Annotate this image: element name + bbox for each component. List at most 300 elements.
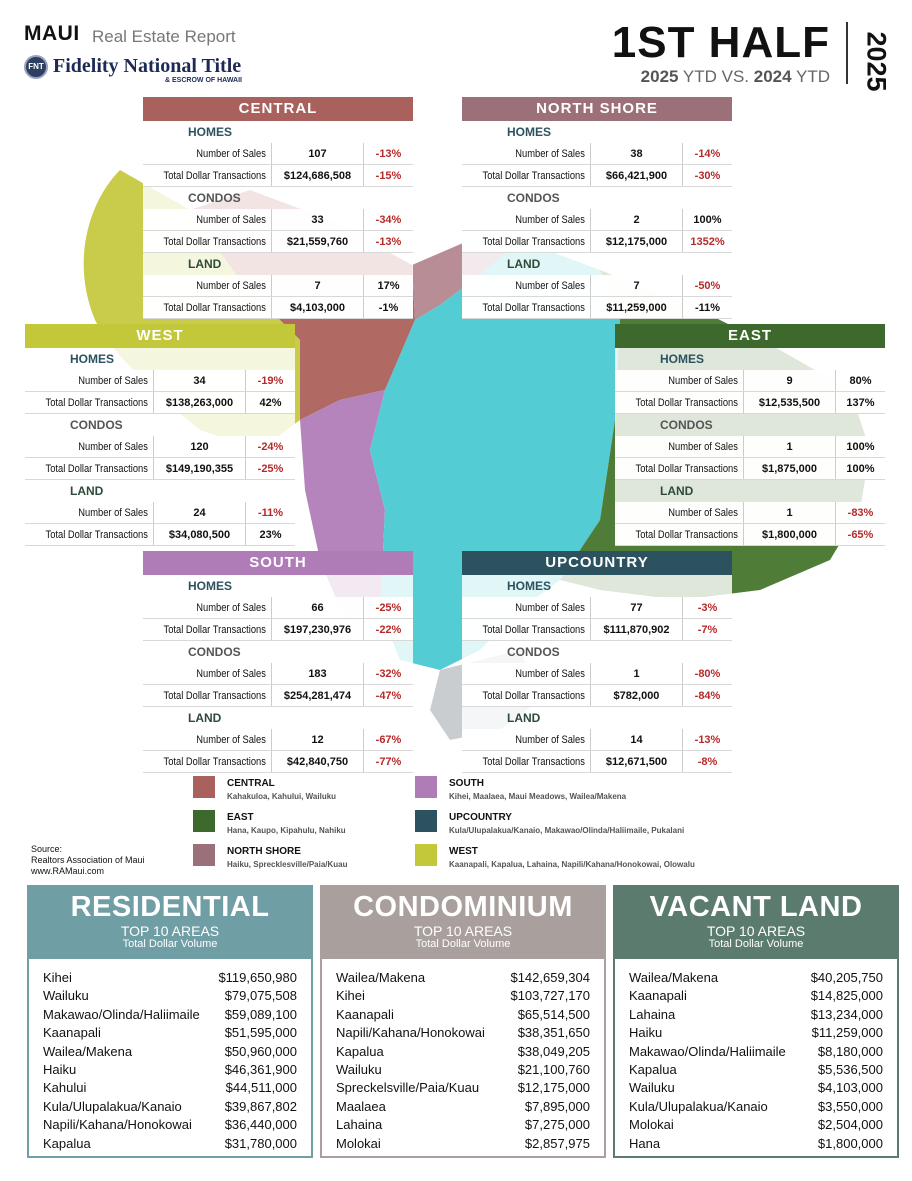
legend-name: UPCOUNTRY — [449, 812, 512, 823]
row-value: $12,535,500 — [743, 392, 835, 413]
table-row — [143, 275, 413, 297]
top10-vacant-land — [613, 885, 899, 1158]
region-central — [143, 97, 413, 319]
row-value: $34,080,500 — [153, 524, 245, 545]
table-row — [462, 231, 732, 253]
item-area: Makawao/Olinda/Haliimaile — [629, 1043, 786, 1059]
row-pct: -19% — [245, 370, 295, 391]
list-item — [43, 1116, 297, 1134]
box-list — [29, 959, 311, 1153]
box-header — [615, 887, 897, 959]
row-label: Total Dollar Transactions — [45, 397, 148, 409]
row-value: $42,840,750 — [271, 751, 363, 772]
row-value: 38 — [590, 143, 682, 164]
item-value: $142,659,304 — [510, 970, 590, 985]
row-label: Number of Sales — [668, 507, 738, 519]
item-value: $50,960,000 — [224, 1043, 297, 1059]
table-row — [25, 502, 295, 524]
item-value: $5,536,500 — [817, 1061, 883, 1077]
row-label: Total Dollar Transactions — [45, 463, 148, 475]
row-pct: 100% — [835, 436, 885, 457]
item-area: Wailea/Makena — [336, 970, 426, 985]
table-row — [615, 458, 885, 480]
list-item — [336, 987, 590, 1005]
item-value: $2,504,000 — [817, 1117, 883, 1133]
row-label: Total Dollar Transactions — [163, 302, 266, 314]
item-value: $7,275,000 — [524, 1117, 590, 1133]
legend-swatch-upcountry — [415, 810, 437, 832]
list-item — [43, 1079, 297, 1097]
category-homes: HOMES — [188, 579, 233, 593]
period-comparison — [560, 67, 830, 87]
table-row — [462, 143, 732, 165]
row-label: Number of Sales — [196, 280, 266, 292]
list-item — [336, 1024, 590, 1042]
region-title: CENTRAL — [143, 97, 413, 121]
table-row — [462, 209, 732, 231]
row-value: $11,259,000 — [590, 297, 682, 318]
region-title: SOUTH — [143, 551, 413, 575]
table-row — [615, 392, 885, 414]
row-pct: -3% — [682, 597, 732, 618]
row-label: Number of Sales — [196, 734, 266, 746]
table-row — [615, 436, 885, 458]
row-pct: -25% — [363, 597, 413, 618]
box-header — [29, 887, 311, 959]
row-value: 24 — [153, 502, 245, 523]
row-value: $124,686,508 — [271, 165, 363, 186]
item-area: Molokai — [629, 1117, 674, 1133]
row-value: 77 — [590, 597, 682, 618]
region-title: EAST — [615, 324, 885, 348]
item-value: $36,440,000 — [224, 1117, 297, 1133]
list-item — [629, 1061, 883, 1079]
item-value: $44,511,000 — [225, 1080, 297, 1096]
item-value: $3,550,000 — [817, 1098, 883, 1114]
table-row — [462, 729, 732, 751]
row-label: Total Dollar Transactions — [635, 463, 738, 475]
category-homes: HOMES — [507, 125, 552, 139]
legend-swatch-south — [415, 776, 437, 798]
item-value: $2,857,975 — [524, 1135, 590, 1151]
category-condos: CONDOS — [507, 645, 560, 659]
row-value: 66 — [271, 597, 363, 618]
row-pct: -80% — [682, 663, 732, 684]
item-value: $103,727,170 — [510, 988, 590, 1004]
list-item — [43, 969, 297, 987]
ytd-year-previous: 2024 — [753, 67, 792, 86]
row-value: 1 — [590, 663, 682, 684]
box-title: RESIDENTIAL — [70, 891, 270, 923]
legend-areas: Kula/Ulupalakua/Kanaio, Makawao/Olinda/Haliimaile, Pukalani — [449, 826, 685, 835]
legend-areas: Kihei, Maalaea, Maui Meadows, Wailea/Makena — [449, 792, 627, 801]
item-value: $14,825,000 — [810, 988, 883, 1004]
row-pct: -1% — [363, 297, 413, 318]
category-land: LAND — [188, 711, 222, 725]
row-label: Number of Sales — [515, 148, 585, 160]
row-pct: -8% — [682, 751, 732, 772]
table-row — [462, 597, 732, 619]
item-area: Kapalua — [336, 1043, 384, 1059]
row-label: Number of Sales — [78, 507, 148, 519]
item-value: $31,780,000 — [224, 1135, 297, 1151]
region-title: WEST — [25, 324, 295, 348]
row-value: $4,103,000 — [271, 297, 363, 318]
item-area: Kapalua — [629, 1061, 677, 1077]
row-label: Total Dollar Transactions — [163, 170, 266, 182]
legend-name: EAST — [227, 812, 254, 823]
item-area: Kula/Ulupalakua/Kanaio — [629, 1098, 768, 1114]
period-title: 1ST HALF — [611, 18, 830, 67]
item-value: $4,103,000 — [817, 1080, 883, 1096]
row-pct: -14% — [682, 143, 732, 164]
list-item — [43, 1043, 297, 1061]
row-label: Number of Sales — [78, 375, 148, 387]
item-area: Napili/Kahana/Honokowai — [43, 1117, 192, 1133]
list-item — [629, 1116, 883, 1134]
source-note — [31, 844, 145, 877]
row-pct: -34% — [363, 209, 413, 230]
row-pct: -24% — [245, 436, 295, 457]
top10-condominium — [320, 885, 606, 1158]
list-item — [336, 1116, 590, 1134]
list-item — [629, 1098, 883, 1116]
row-pct: -65% — [835, 524, 885, 545]
row-pct: 17% — [363, 275, 413, 296]
row-value: $197,230,976 — [271, 619, 363, 640]
table-row — [615, 502, 885, 524]
row-pct: -13% — [363, 231, 413, 252]
item-area: Lahaina — [336, 1117, 383, 1133]
table-row — [143, 685, 413, 707]
region-west — [25, 324, 295, 546]
legend-swatch-west — [415, 844, 437, 866]
box-subtitle: TOP 10 AREAS — [120, 923, 220, 939]
category-condos: CONDOS — [660, 418, 713, 432]
item-area: Kapalua — [43, 1135, 91, 1151]
list-item — [43, 987, 297, 1005]
box-subtitle: TOP 10 AREAS — [413, 923, 513, 939]
ytd-year-current: 2025 — [640, 67, 679, 86]
item-value: $51,595,000 — [224, 1025, 297, 1041]
item-value: $38,049,205 — [517, 1043, 590, 1059]
category-land: LAND — [660, 484, 694, 498]
row-value: 2 — [590, 209, 682, 230]
list-item — [336, 1043, 590, 1061]
logo-sub: & ESCROW OF HAWAII — [165, 77, 242, 84]
row-pct: -7% — [682, 619, 732, 640]
row-pct: 80% — [835, 370, 885, 391]
row-label: Number of Sales — [196, 668, 266, 680]
category-condos: CONDOS — [188, 191, 241, 205]
row-value: 14 — [590, 729, 682, 750]
box-title: CONDOMINIUM — [353, 891, 573, 923]
table-row — [143, 297, 413, 319]
item-area: Haiku — [43, 1061, 77, 1077]
region-title: UPCOUNTRY — [462, 551, 732, 575]
row-pct: -11% — [682, 297, 732, 318]
table-row — [462, 663, 732, 685]
row-label: Number of Sales — [515, 214, 585, 226]
row-value: 1 — [743, 502, 835, 523]
list-item — [43, 1061, 297, 1079]
row-pct: -30% — [682, 165, 732, 186]
item-value: $1,800,000 — [817, 1135, 883, 1151]
list-item — [336, 969, 590, 987]
table-row — [143, 729, 413, 751]
row-value: 183 — [271, 663, 363, 684]
category-land: LAND — [70, 484, 104, 498]
legend-name: WEST — [449, 846, 478, 857]
table-row — [462, 619, 732, 641]
item-area: Wailuku — [43, 988, 89, 1004]
item-value: $119,650,980 — [218, 970, 297, 985]
item-value: $40,205,750 — [810, 970, 883, 985]
table-row — [462, 165, 732, 187]
list-item — [43, 1006, 297, 1024]
row-value: $254,281,474 — [271, 685, 363, 706]
row-value: 120 — [153, 436, 245, 457]
list-item — [629, 987, 883, 1005]
list-item — [629, 1024, 883, 1042]
report-brand: MAUI — [24, 22, 80, 45]
row-pct: -13% — [682, 729, 732, 750]
list-item — [629, 1043, 883, 1061]
row-pct: -84% — [682, 685, 732, 706]
category-homes: HOMES — [188, 125, 233, 139]
box-subsubtitle: Total Dollar Volume — [708, 938, 804, 950]
item-value: $38,351,650 — [517, 1025, 590, 1041]
row-value: 33 — [271, 209, 363, 230]
row-label: Number of Sales — [515, 734, 585, 746]
box-list — [615, 959, 897, 1153]
region-title: NORTH SHORE — [462, 97, 732, 121]
row-value: $12,671,500 — [590, 751, 682, 772]
category-land: LAND — [507, 257, 541, 271]
item-area: Kihei — [336, 988, 365, 1004]
table-row — [615, 524, 885, 546]
table-row — [143, 751, 413, 773]
row-label: Total Dollar Transactions — [635, 529, 738, 541]
table-row — [143, 143, 413, 165]
row-value: $111,870,902 — [590, 619, 682, 640]
row-pct: -67% — [363, 729, 413, 750]
top10-residential — [27, 885, 313, 1158]
legend-name: CENTRAL — [227, 778, 275, 789]
row-label: Total Dollar Transactions — [482, 236, 585, 248]
table-row — [143, 165, 413, 187]
row-label: Number of Sales — [515, 602, 585, 614]
table-row — [462, 685, 732, 707]
item-value: $39,867,802 — [224, 1098, 297, 1114]
row-pct: 137% — [835, 392, 885, 413]
region-north-shore — [462, 97, 732, 319]
row-pct: 42% — [245, 392, 295, 413]
item-value: $8,180,000 — [817, 1043, 883, 1059]
row-label: Number of Sales — [668, 441, 738, 453]
item-area: Kahului — [43, 1080, 87, 1096]
row-value: $782,000 — [590, 685, 682, 706]
item-area: Napili/Kahana/Honokowai — [336, 1025, 485, 1041]
item-value: $59,089,100 — [224, 1006, 297, 1022]
year-text: 2025 — [861, 31, 892, 92]
list-item — [336, 1135, 590, 1153]
row-pct: -15% — [363, 165, 413, 186]
list-item — [629, 1006, 883, 1024]
box-subsubtitle: Total Dollar Volume — [122, 938, 218, 950]
legend-areas: Hana, Kaupo, Kipahulu, Nahiku — [227, 826, 346, 835]
box-subsubtitle: Total Dollar Volume — [415, 938, 511, 950]
row-value: $138,263,000 — [153, 392, 245, 413]
table-row — [143, 663, 413, 685]
table-row — [615, 370, 885, 392]
item-value: $11,259,000 — [811, 1025, 883, 1041]
table-row — [143, 597, 413, 619]
row-pct: -77% — [363, 751, 413, 772]
list-item — [336, 1061, 590, 1079]
row-value: $21,559,760 — [271, 231, 363, 252]
source-org: Realtors Association of Maui — [31, 855, 145, 865]
item-area: Haiku — [629, 1025, 663, 1041]
legend-swatch-north-shore — [193, 844, 215, 866]
list-item — [43, 1098, 297, 1116]
report-subtitle: Real Estate Report — [92, 27, 236, 46]
legend-swatch-east — [193, 810, 215, 832]
category-condos: CONDOS — [507, 191, 560, 205]
header-divider — [846, 22, 848, 84]
row-label: Total Dollar Transactions — [482, 302, 585, 314]
box-header — [322, 887, 604, 959]
ytd-mid: YTD VS. — [678, 67, 754, 86]
item-area: Makawao/Olinda/Haliimaile — [43, 1006, 200, 1022]
row-label: Total Dollar Transactions — [45, 529, 148, 541]
list-item — [43, 1135, 297, 1153]
logo-seal-icon: FNT — [24, 55, 48, 79]
legend-name: NORTH SHORE — [227, 846, 301, 857]
table-row — [462, 275, 732, 297]
row-value: $12,175,000 — [590, 231, 682, 252]
row-value: 7 — [271, 275, 363, 296]
table-row — [143, 231, 413, 253]
list-item — [336, 1079, 590, 1097]
item-value: $12,175,000 — [517, 1080, 590, 1096]
row-pct: 1352% — [682, 231, 732, 252]
row-pct: -11% — [245, 502, 295, 523]
item-area: Maalaea — [336, 1098, 386, 1114]
item-area: Molokai — [336, 1135, 381, 1151]
item-value: $7,895,000 — [524, 1098, 590, 1114]
table-row — [25, 392, 295, 414]
row-label: Total Dollar Transactions — [482, 690, 585, 702]
list-item — [336, 1098, 590, 1116]
item-area: Kaanapali — [629, 988, 687, 1004]
table-row — [25, 524, 295, 546]
row-value: 107 — [271, 143, 363, 164]
row-pct: -83% — [835, 502, 885, 523]
row-pct: -25% — [245, 458, 295, 479]
source-label: Source: — [31, 844, 63, 854]
row-value: 34 — [153, 370, 245, 391]
item-area: Kula/Ulupalakua/Kanaio — [43, 1098, 182, 1114]
item-value: $21,100,760 — [517, 1061, 590, 1077]
table-row — [462, 297, 732, 319]
item-area: Lahaina — [629, 1006, 676, 1022]
category-land: LAND — [188, 257, 222, 271]
table-row — [462, 751, 732, 773]
row-label: Total Dollar Transactions — [482, 170, 585, 182]
row-pct: 100% — [682, 209, 732, 230]
category-condos: CONDOS — [70, 418, 123, 432]
source-url: www.RAMaui.com — [31, 866, 105, 876]
item-value: $13,234,000 — [810, 1006, 883, 1022]
item-area: Hana — [629, 1135, 661, 1151]
table-row — [25, 458, 295, 480]
legend-areas: Kaanapali, Kapalua, Lahaina, Napili/Kahana/Honokowai, Olowalu — [449, 860, 695, 869]
row-value: $1,800,000 — [743, 524, 835, 545]
row-label: Number of Sales — [196, 602, 266, 614]
item-value: $79,075,508 — [224, 988, 297, 1004]
row-pct: 23% — [245, 524, 295, 545]
category-homes: HOMES — [70, 352, 115, 366]
table-row — [143, 209, 413, 231]
row-label: Total Dollar Transactions — [163, 624, 266, 636]
region-upcountry — [462, 551, 732, 773]
row-label: Number of Sales — [196, 148, 266, 160]
item-value: $46,361,900 — [224, 1061, 297, 1077]
row-label: Total Dollar Transactions — [635, 397, 738, 409]
table-row — [25, 370, 295, 392]
category-land: LAND — [507, 711, 541, 725]
row-label: Number of Sales — [515, 668, 585, 680]
row-pct: -13% — [363, 143, 413, 164]
box-subtitle: TOP 10 AREAS — [706, 923, 806, 939]
category-homes: HOMES — [660, 352, 705, 366]
row-label: Number of Sales — [196, 214, 266, 226]
table-row — [143, 619, 413, 641]
logo-name: Fidelity National Title — [53, 55, 242, 77]
item-area: Kaanapali — [43, 1025, 101, 1041]
row-value: $66,421,900 — [590, 165, 682, 186]
row-label: Number of Sales — [668, 375, 738, 387]
row-label: Number of Sales — [78, 441, 148, 453]
row-label: Total Dollar Transactions — [163, 690, 266, 702]
legend-name: SOUTH — [449, 778, 484, 789]
row-pct: -32% — [363, 663, 413, 684]
legend-areas: Kahakuloa, Kahului, Wailuku — [227, 792, 337, 801]
row-label: Number of Sales — [515, 280, 585, 292]
item-area: Kihei — [43, 970, 72, 985]
row-value: $149,190,355 — [153, 458, 245, 479]
row-value: 1 — [743, 436, 835, 457]
legend-swatch-central — [193, 776, 215, 798]
row-pct: -50% — [682, 275, 732, 296]
category-condos: CONDOS — [188, 645, 241, 659]
box-list — [322, 959, 604, 1153]
row-value: $1,875,000 — [743, 458, 835, 479]
list-item — [629, 1079, 883, 1097]
row-value: 12 — [271, 729, 363, 750]
region-south — [143, 551, 413, 773]
list-item — [629, 1135, 883, 1153]
item-area: Wailuku — [629, 1080, 675, 1096]
year-vertical — [852, 26, 896, 90]
row-value: 7 — [590, 275, 682, 296]
row-label: Total Dollar Transactions — [163, 756, 266, 768]
list-item — [336, 1006, 590, 1024]
box-title: VACANT LAND — [649, 891, 863, 923]
row-pct: -22% — [363, 619, 413, 640]
item-area: Spreckelsville/Paia/Kuau — [336, 1080, 480, 1096]
